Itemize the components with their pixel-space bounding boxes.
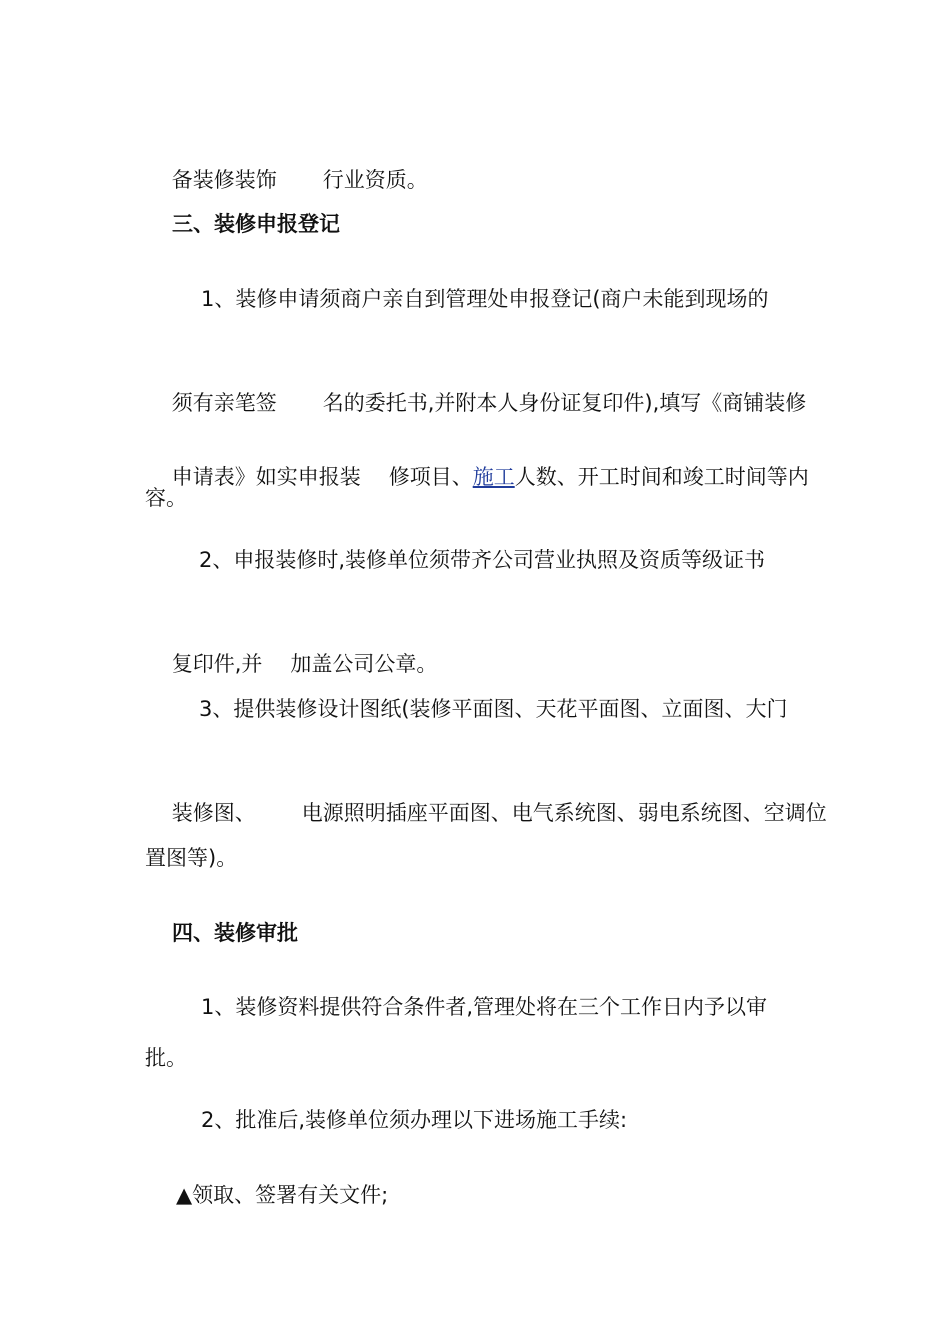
paragraph-1-line-3 — [145, 432, 809, 522]
paragraph-4-line-2: 批。 — [145, 1046, 187, 1070]
text-segment: 行业资质。 — [322, 168, 428, 192]
text-segment: 名的委托书,并附本人身份证复印件),填写《商铺装修 — [322, 391, 807, 415]
text-segment: 修项目、 — [388, 465, 473, 489]
paragraph-5-line-1: 2、批准后,装修单位须办理以下进场施工手续: — [201, 1108, 628, 1132]
section-heading-4: 四、装修审批 — [172, 921, 298, 945]
bullet-item: ▲领取、签署有关文件; — [176, 1183, 389, 1207]
paragraph-4-line-1: 1、装修资料提供符合条件者,管理处将在三个工作日内予以审 — [201, 995, 768, 1019]
paragraph-1-line-4: 容。 — [145, 486, 187, 510]
paragraph-2-line-1: 2、申报装修时,装修单位须带齐公司营业执照及资质等级证书 — [199, 548, 766, 572]
text-segment: 电源照明插座平面图、电气系统图、弱电系统图、空调位 — [301, 801, 827, 825]
text-segment: 复印件,并 — [171, 652, 263, 676]
text-segment: 申请表》如实申报装 — [171, 465, 361, 489]
text-segment: 人数、开工时间和竣工时间等内 — [514, 465, 809, 489]
paragraph-3-line-2 — [145, 768, 827, 858]
paragraph-1-line-1: 1、装修申请须商户亲自到管理处申报登记(商户未能到现场的 — [201, 287, 769, 311]
text-segment: 备装修装饰 — [171, 168, 277, 192]
section-heading-3: 三、装修申报登记 — [172, 212, 340, 236]
text-segment: 装修图、 — [171, 801, 256, 825]
paragraph-3-line-1: 3、提供装修设计图纸(装修平面图、天花平面图、立面图、大门 — [199, 697, 788, 721]
text-segment: 须有亲笔签 — [171, 391, 277, 415]
text-segment: 加盖公司公章。 — [290, 652, 438, 676]
paragraph-3-line-3: 置图等)。 — [145, 846, 238, 870]
construction-link[interactable]: 施工 — [472, 465, 515, 489]
